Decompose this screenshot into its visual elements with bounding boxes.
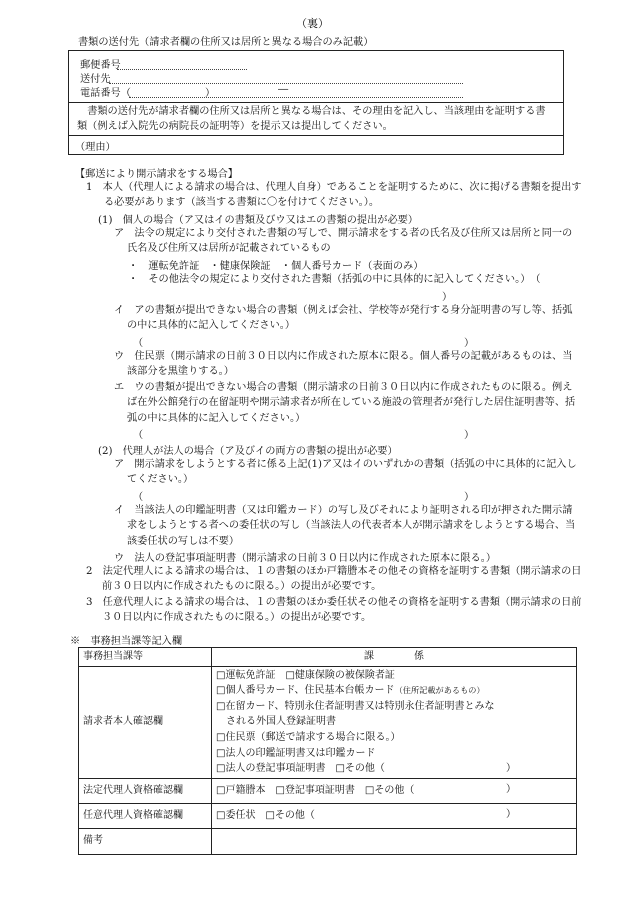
individual-i-paren-open: （ bbox=[133, 338, 144, 349]
corporate-a: ア 開示請求をしようとする者に係る上記(1)ア又はイのいずれかの書類（括弧の中に具体的に記入してください。） bbox=[114, 459, 577, 486]
checklist-line[interactable]: □個人番号カード、住民基本台帳カード（住所記載があるもの） bbox=[216, 685, 485, 697]
corporate-i: イ 当該法人の印鑑証明書（又は印鑑カード）の写し及びそれにより証明される印が押された開示請求をしようとする者への委任状の写し（当該法人の代表者本人が開示請求をしようとする場合、当該委任状の写しは不要） bbox=[114, 505, 576, 547]
checklist-line[interactable]: □住民票（郵送で請求する場合に限る。） bbox=[216, 731, 401, 743]
checklist-line: される外国人登録証明書 bbox=[216, 716, 336, 728]
checklist-line[interactable]: □法人の登記事項証明書 □その他（ ） bbox=[216, 761, 572, 777]
mail-section-heading: 【郵送により開示請求をする場合】 bbox=[75, 169, 238, 180]
postal-code-label: 郵便番号 bbox=[80, 60, 121, 71]
reason-label: （理由） bbox=[75, 142, 116, 153]
paren-close: ） bbox=[506, 808, 516, 820]
postal-code-field[interactable] bbox=[117, 69, 247, 70]
individual-e-paren-close: ） bbox=[464, 430, 475, 441]
table-row bbox=[79, 778, 577, 803]
individual-e: エ ウの書類が提出できない場合の書類（開示請求の日前３０日以内に作成されたものに限る。例えば在外公館発行の在留証明や開示請求者が所在している施設の管理者が発行した居住証明書等、括弧の中に具体的に記入してください。） bbox=[114, 382, 576, 424]
individual-e-paren-open: （ bbox=[133, 430, 144, 441]
office-section-title: ※ 事務担当課等記入欄 bbox=[70, 636, 183, 647]
corporate-u: ウ 法人の登記事項証明書（開示請求の日前３０日以内に作成された原本に限る。） bbox=[114, 553, 497, 564]
checklist-line[interactable]: □運転免許証 □健康保険の被保険者証 bbox=[216, 669, 395, 681]
individual-u: ウ 住民票（開示請求の日前３０日以内に作成された原本に限る。個人番号の記載があるものは、当該部分を黒塗りする。） bbox=[114, 351, 573, 378]
paren-close: ） bbox=[506, 783, 516, 795]
phone-dash: ― bbox=[278, 84, 289, 95]
address-note: （住所記載があるもの） bbox=[394, 685, 485, 696]
legal-agent-label: 法定代理人資格確認欄 bbox=[79, 778, 212, 803]
office-col-header-right[interactable]: 課 係 bbox=[212, 648, 577, 667]
checklist-line[interactable]: □法人の印鑑証明書又は印鑑カード bbox=[216, 747, 376, 759]
office-use-table bbox=[78, 647, 577, 855]
table-row bbox=[79, 648, 577, 667]
individual-i-paren-close: ） bbox=[464, 338, 475, 349]
voluntary-agent-checklist[interactable]: □委任状 □その他（ ） bbox=[212, 803, 577, 828]
individual-a: ア 法令の規定により交付された書類の写しで、開示請求をする者の氏名及び住所又は居所と同一の氏名及び住所又は居所が記載されているもの bbox=[114, 228, 573, 255]
individual-a-bullet-2: ・ その他法令の規定により交付された書類（括弧の中に具体的に記入してください。） （ bbox=[128, 274, 541, 285]
individual-title: (1) 個人の場合（ア又はイの書類及びウ又はエの書類の提出が必要） bbox=[98, 215, 419, 226]
page-side-label: （裏） bbox=[296, 17, 329, 30]
individual-i: イ アの書類が提出できない場合の書類（例えば会社、学校等が発行する身分証明書の写し等、括弧の中に具体的に記入してください。） bbox=[114, 305, 573, 332]
send-address-note: 書類の送付先が請求者欄の住所又は居所と異なる場合は、その理由を記入し、当該理由を証明する書類（例えば入院先の病院長の証明等）を提示又は提出してください。 bbox=[77, 106, 546, 133]
mail-item-3: 3 任意代理人による請求の場合は、１の書類のほか委任状その他その資格を証明する書類（開示請求の日前３０日以内に作成されたものに限る。）の提出が必要です。 bbox=[86, 597, 582, 624]
mail-item-1: 1 本人（代理人による請求の場合は、代理人自身）であることを証明するために、次に掲げる書類を提出する必要があります（該当する書類に〇を付けてください。）。 bbox=[86, 182, 582, 209]
send-address-label: 送付先 bbox=[80, 74, 111, 85]
individual-a-bullet-1: ・ 運転免許証 ・健康保険証 ・個人番号カード（表面のみ） bbox=[128, 261, 424, 272]
table-row bbox=[79, 803, 577, 828]
phone-paren-close: ） bbox=[205, 88, 216, 99]
requester-identity-checklist bbox=[212, 666, 577, 778]
checklist-line[interactable]: □在留カード、特別永住者証明書又は特別永住者証明書とみな bbox=[216, 700, 495, 712]
voluntary-agent-label: 任意代理人資格確認欄 bbox=[79, 803, 212, 828]
paren-close: ） bbox=[506, 763, 516, 775]
remarks-field[interactable] bbox=[212, 828, 577, 854]
individual-a-paren-close: ） bbox=[442, 292, 453, 303]
office-col-header-left: 事務担当課等 bbox=[79, 648, 212, 667]
remarks-label: 備考 bbox=[79, 828, 212, 854]
send-address-box bbox=[68, 50, 564, 155]
requester-identity-label: 請求者本人確認欄 bbox=[79, 666, 212, 778]
legal-agent-checklist[interactable]: □戸籍謄本 □登記事項証明書 □その他（ ） bbox=[212, 778, 577, 803]
table-row bbox=[79, 828, 577, 854]
phone-field[interactable] bbox=[129, 97, 463, 98]
corporate-a-paren-open: （ bbox=[133, 492, 144, 503]
mail-item-2: 2 法定代理人による請求の場合は、１の書類のほか戸籍謄本その他その資格を証明する書類（開示請求の日前３０日以内に作成されたものに限る。）の提出が必要です。 bbox=[86, 566, 582, 593]
corporate-a-paren-close: ） bbox=[464, 492, 475, 503]
send-section-title: 書類の送付先（請求者欄の住所又は居所と異なる場合のみ記載） bbox=[78, 37, 374, 48]
phone-label: 電話番号（ bbox=[80, 88, 131, 99]
corporate-title: (2) 代理人が法人の場合（ア及びイの両方の書類の提出が必要） bbox=[98, 446, 398, 457]
table-row bbox=[79, 666, 577, 778]
